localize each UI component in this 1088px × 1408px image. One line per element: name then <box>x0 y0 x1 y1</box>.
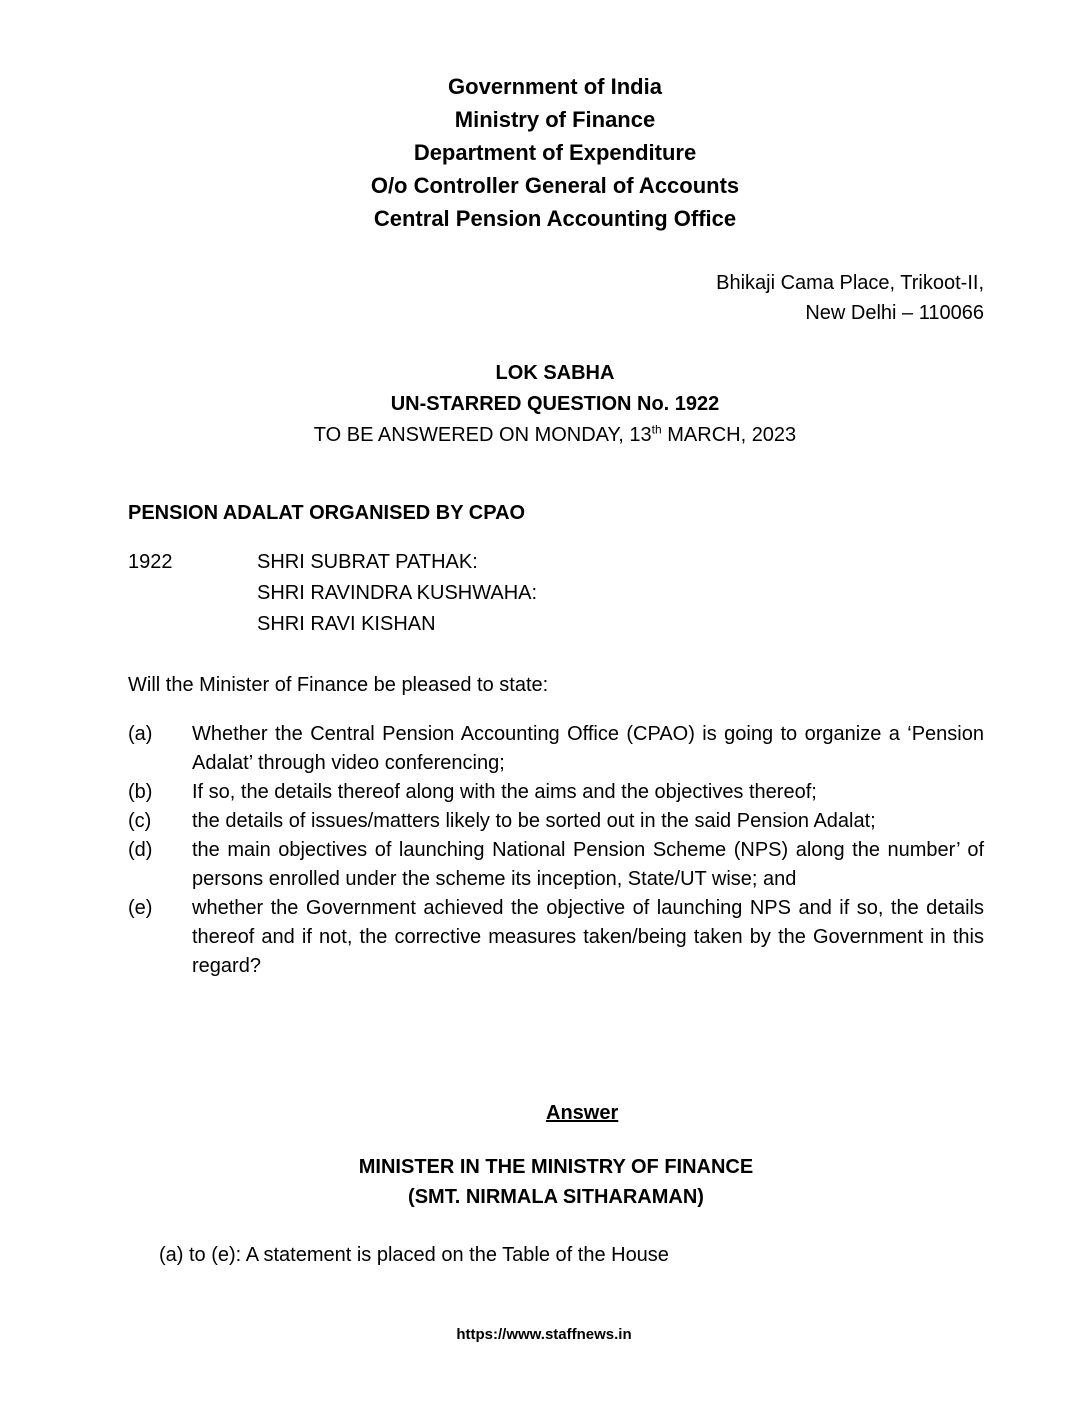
address-line-1: Bhikaji Cama Place, Trikoot-II, <box>716 272 984 294</box>
member-3: SHRI RAVI KISHAN <box>257 613 436 635</box>
question-intro: Will the Minister of Finance be pleased to state: <box>128 674 549 696</box>
members-list <box>257 547 537 640</box>
subject: PENSION ADALAT ORGANISED BY CPAO <box>128 502 526 524</box>
question-number: 1922 <box>128 551 173 573</box>
header-cpao: Central Pension Accounting Office <box>373 206 737 231</box>
question-text: whether the Government achieved the objective of launching NPS and if so, the details thereof and if not, the corrective measures taken/being taken by the Government in this regard? <box>192 897 984 977</box>
answer-text: (a) to (e): A statement is placed on the Table of the House <box>159 1244 669 1266</box>
question-text: Whether the Central Pension Accounting Office (CPAO) is going to organize a ‘Pension Adalat’ through video conferencing; <box>192 723 984 774</box>
footer-url: https://www.staffnews.in <box>456 1326 632 1343</box>
question-item-c <box>128 807 984 836</box>
question-list <box>128 720 984 981</box>
address-line-2: New Delhi – 110066 <box>805 302 984 324</box>
minister-designation: MINISTER IN THE MINISTRY OF FINANCE <box>358 1156 754 1178</box>
question-text: If so, the details thereof along with the aims and the objectives thereof; <box>192 781 817 803</box>
minister-name: (SMT. NIRMALA SITHARAMAN) <box>408 1186 704 1208</box>
question-item-a <box>128 720 984 778</box>
header-office: O/o Controller General of Accounts <box>370 173 740 198</box>
question-item-e <box>128 894 984 981</box>
house-name: LOK SABHA <box>495 362 615 384</box>
question-label: (d) <box>128 839 153 861</box>
question-label: (e) <box>128 897 153 919</box>
answer-date <box>0 420 1088 451</box>
question-label: (a) <box>128 723 153 745</box>
answer-title: Answer <box>546 1102 619 1124</box>
question-text: the details of issues/matters likely to be sorted out in the said Pension Adalat; <box>192 810 876 832</box>
header-ministry: Ministry of Finance <box>454 107 656 132</box>
member-2: SHRI RAVINDRA KUSHWAHA: <box>257 582 538 604</box>
office-address <box>716 268 984 328</box>
answer-date-suffix: MARCH, 2023 <box>661 424 797 446</box>
member-1: SHRI SUBRAT PATHAK: <box>257 551 478 573</box>
minister-block <box>0 1152 1088 1212</box>
question-heading <box>0 358 1088 451</box>
question-item-b <box>128 778 984 807</box>
question-title: UN-STARRED QUESTION No. 1922 <box>390 393 720 415</box>
question-label: (b) <box>128 781 153 803</box>
header-government: Government of India <box>448 74 662 99</box>
header-department: Department of Expenditure <box>413 140 697 165</box>
question-text: the main objectives of launching National Pension Scheme (NPS) along the number’ of persons enrolled under the scheme its inception, State/UT wise; and <box>192 839 984 890</box>
question-item-d <box>128 836 984 894</box>
answer-date-sup: th <box>651 422 662 437</box>
answer-date-prefix: TO BE ANSWERED ON MONDAY, 13 <box>313 424 652 446</box>
question-label: (c) <box>128 810 152 832</box>
letterhead <box>0 70 1088 235</box>
